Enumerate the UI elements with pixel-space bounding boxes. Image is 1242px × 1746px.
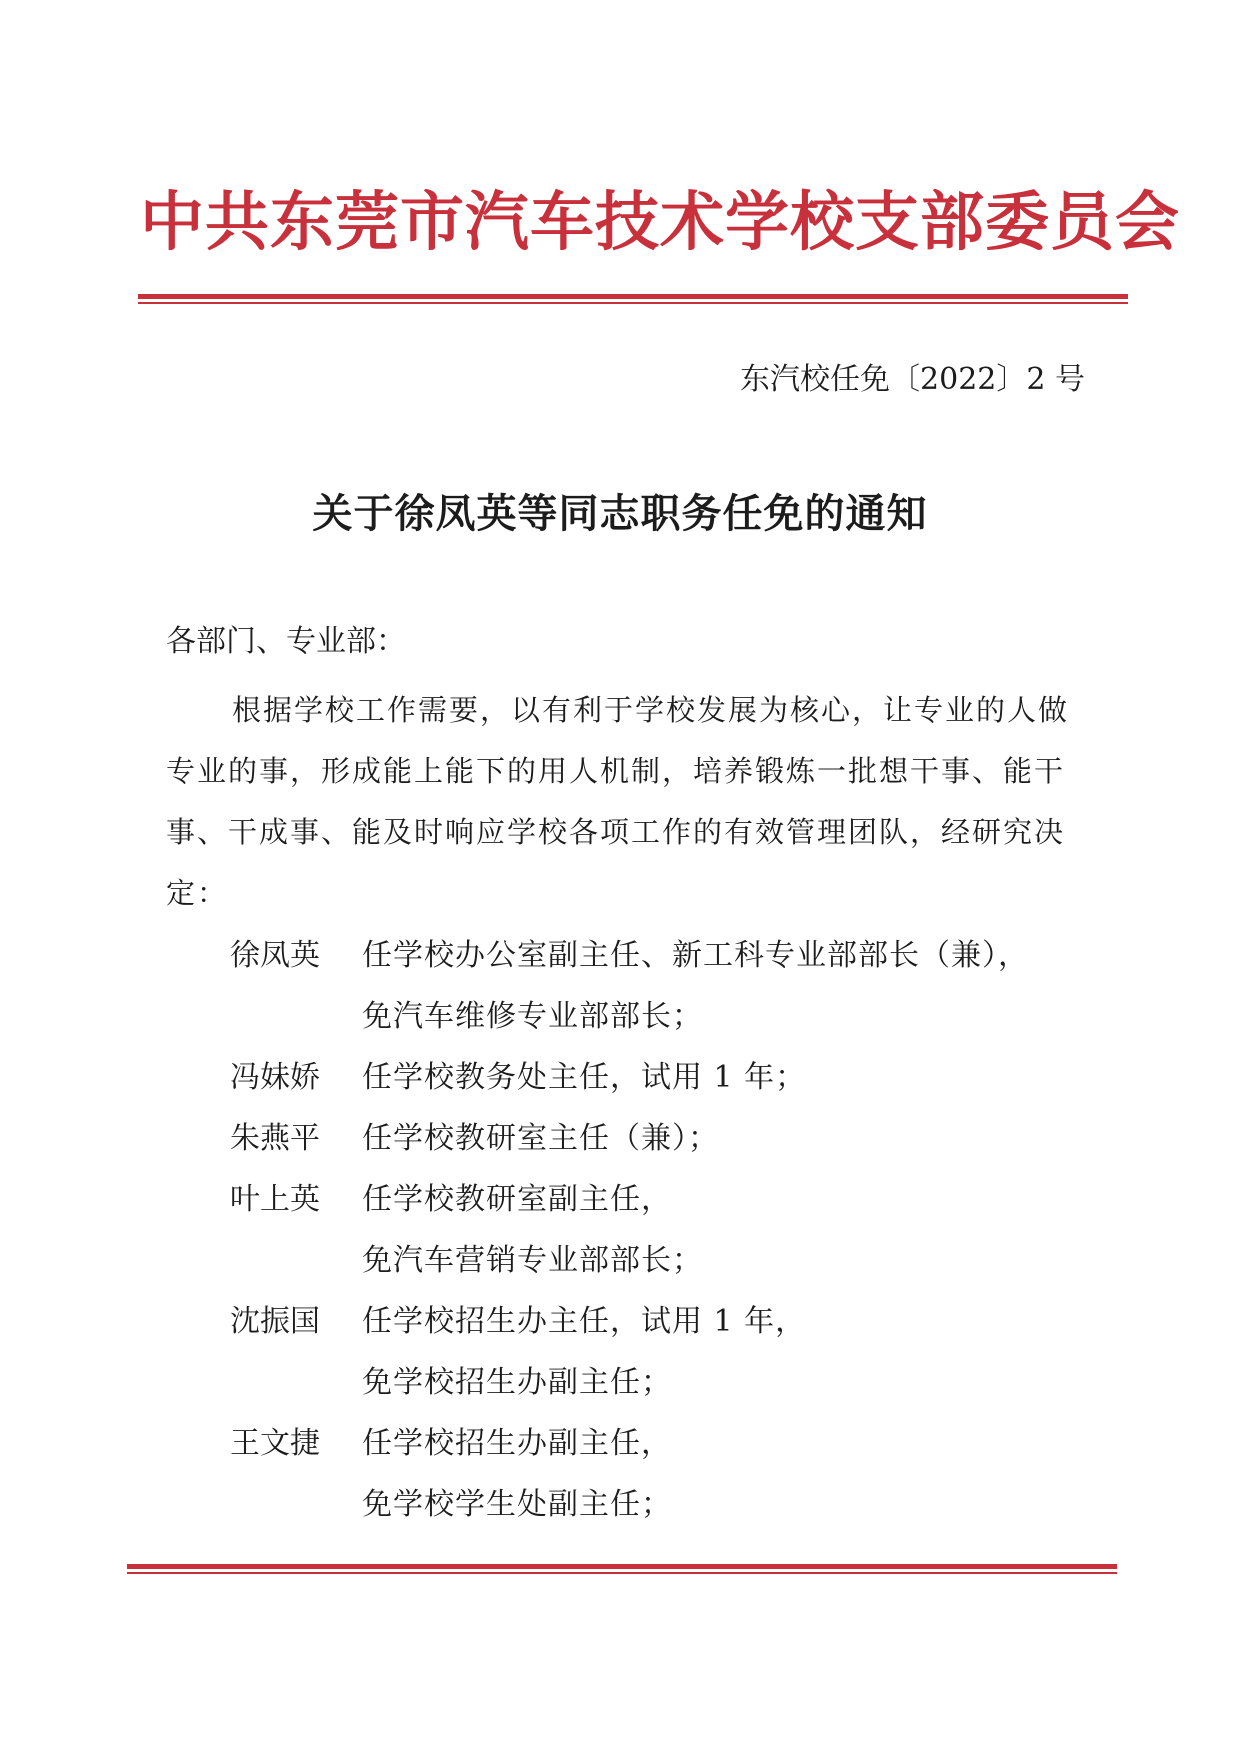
appointment-line: 免学校学生处副主任； [362, 1487, 672, 1522]
appointment-line: 任学校教研室主任（兼）； [362, 1121, 719, 1156]
appointment-line: 任学校招生办主任，试用 1 年， [362, 1304, 807, 1339]
appointee-name: 王文捷 [230, 1426, 320, 1461]
appointment-item [230, 925, 1110, 1047]
appointment-item [230, 1169, 1110, 1291]
appointment-line: 任学校招生办副主任， [362, 1426, 672, 1461]
appointee-name: 徐凤英 [230, 938, 320, 973]
appointment-line: 免汽车营销专业部部长； [362, 1243, 703, 1278]
header-divider [138, 294, 1128, 304]
appointment-line: 任学校教务处主任，试用 1 年； [362, 1060, 807, 1095]
appointment-item [230, 1291, 1110, 1413]
appointment-item [230, 1108, 1110, 1169]
salutation: 各部门、专业部： [166, 624, 406, 659]
appointment-item [230, 1413, 1110, 1535]
footer-divider [127, 1564, 1117, 1574]
document-title: 关于徐凤英等同志职务任免的通知 [312, 490, 928, 537]
appointment-item [230, 1047, 1110, 1108]
appointments-list [230, 925, 1110, 1535]
appointment-line: 免汽车维修专业部部长； [362, 999, 703, 1034]
appointment-line: 任学校办公室副主任、新工科专业部部长（兼）， [362, 938, 1029, 973]
appointee-name: 沈振国 [230, 1304, 320, 1339]
appointment-line: 任学校教研室副主任， [362, 1182, 672, 1217]
appointee-name: 冯妹娇 [230, 1060, 320, 1095]
appointee-name: 叶上英 [230, 1182, 320, 1217]
appointee-name: 朱燕平 [230, 1121, 320, 1156]
appointment-line: 免学校招生办副主任； [362, 1365, 672, 1400]
organization-header: 中共东莞市汽车技术学校支部委员会 [140, 186, 1180, 260]
document-number: 东汽校任免〔2022〕2 号 [740, 362, 1085, 397]
body-paragraph: 根据学校工作需要，以有利于学校发展为核心，让专业的人做专业的事，形成能上能下的用人机制，培养锻炼一批想干事、能干事、干成事、能及时响应学校各项工作的有效管理团队，经研究决定： [166, 693, 1070, 910]
